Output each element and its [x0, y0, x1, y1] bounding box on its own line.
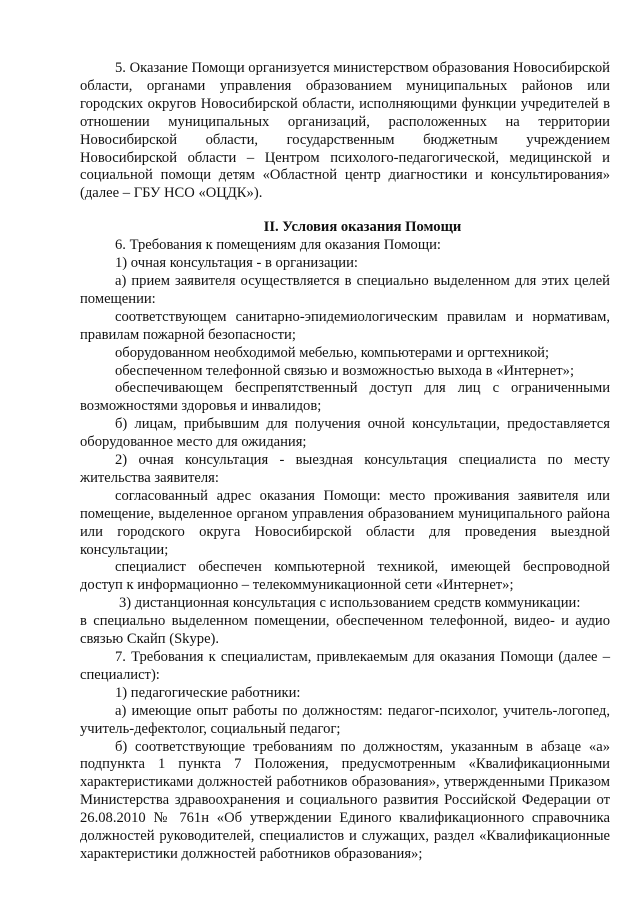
paragraph-6-3: 3) дистанционная консультация с использованием средств коммуникации:	[119, 595, 581, 612]
paragraph-6-2-specialist: специалист обеспечен компьютерной техникой, имеющей беспроводной доступ к информационно – телекоммуникационной сети «Интернет»;	[80, 559, 610, 594]
paragraph-6-1-b: б) лицам, прибывшим для получения очной консультации, предоставляется оборудованное место для ожидания;	[80, 416, 610, 451]
paragraph-6-1: 1) очная консультация - в организации:	[115, 255, 358, 272]
paragraph-6-1-a-access: обеспечивающем беспрепятственный доступ для лиц с ограниченными возможностями здоровья и инвалидов;	[80, 380, 610, 415]
paragraph-7-1-b: б) соответствующие требованиям по должностям, указанным в абзаце «а» подпункта 1 пункта 7 Положения, предусмотренным «Квалификационными характеристиками должностей работников образования», утвержденными Приказом Министерства здравоохранения и социального развития Российской Федерации от 26.08.2010 № 761н «Об утверждении Единого квалификационного справочника должностей руководителей, специалистов и служащих, раздел «Квалификационные характеристики должностей работников образования»;	[80, 738, 610, 862]
paragraph-6-1-a-internet: обеспеченном телефонной связью и возможностью выхода в «Интернет»;	[115, 362, 574, 379]
paragraph-5: 5. Оказание Помощи организуется министерством образования Новосибирской области, органами управления образованием муниципальных районов или городских округов Новосибирской области, исполняющими функции учредителей в отношении муниципальных организаций, расположенных на территории Новосибирской области, государственным бюджетным учреждением Новосибирской области – Центром психолого-педагогической, медицинской и социальной помощи детям «Областной центр диагностики и консультирования» (далее – ГБУ НСО «ОЦДК»).	[80, 60, 610, 202]
paragraph-7-1: 1) педагогические работники:	[115, 684, 301, 701]
paragraph-6-1-a: а) прием заявителя осуществляется в специально выделенном для этих целей помещении:	[80, 272, 610, 307]
paragraph-6-1-a-sanitary: соответствующем санитарно-эпидемиологическим правилам и нормативам, правилам пожарной безопасности;	[80, 308, 610, 343]
paragraph-6-2-address: согласованный адрес оказания Помощи: место проживания заявителя или помещение, выделенное органом управления образованием муниципального района или городского округа Новосибирской области для проведения выездной консультации;	[80, 487, 610, 558]
paragraph-6-3-room: в специально выделенном помещении, обеспеченном телефонной, видео- и аудио связью Скайп (Skype).	[80, 613, 610, 648]
section-heading: II. Условия оказания Помощи	[263, 219, 462, 236]
paragraph-7-1-a: а) имеющие опыт работы по должностям: педагог-психолог, учитель-логопед, учитель-дефектолог, социальный педагог;	[80, 702, 610, 737]
document-page	[80, 60, 610, 864]
paragraph-7: 7. Требования к специалистам, привлекаемым для оказания Помощи (далее – специалист):	[80, 649, 610, 683]
paragraph-6-2: 2) очная консультация - выездная консультация специалиста по месту жительства заявителя:	[80, 452, 610, 486]
paragraph-6-1-a-furniture: оборудованном необходимой мебелью, компьютерами и оргтехникой;	[115, 344, 550, 361]
paragraph-6: 6. Требования к помещениям для оказания Помощи:	[115, 237, 441, 254]
